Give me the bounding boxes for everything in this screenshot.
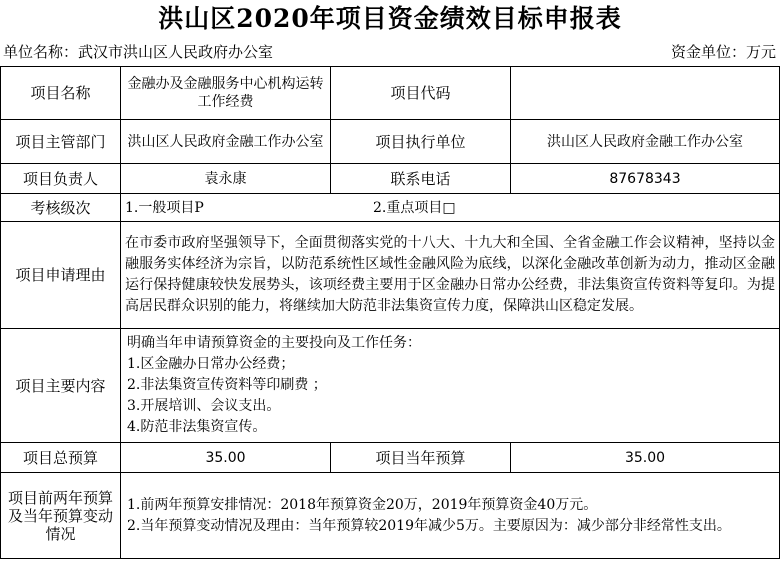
- table-row: [1, 443, 780, 473]
- owner-label: 项目负责人: [1, 164, 121, 194]
- owner-value: 袁永康: [121, 164, 331, 194]
- level-label: 考核级次: [1, 194, 121, 222]
- reason-value: 在市委市政府坚强领导下，全面贯彻落实党的十八大、十九大和全国、全省金融工作会议精神，坚持以金融服务实体经济为宗旨，以防范系统性区域性金融风险为底线，以深化金融改革创新为动力，推动区金融运行保持健康较快发展势头，该项经费主要用于区金融办日常办公经费，非法集资宣传资料等复印。为提高居民群众识别的能力，将继续加大防范非法集资宣传力度，保障洪山区稳定发展。: [121, 222, 780, 329]
- content-label: 项目主要内容: [1, 329, 121, 443]
- table-row: [1, 329, 780, 443]
- dept-value: 洪山区人民政府金融工作办公室: [121, 120, 331, 164]
- dept-label: 项目主管部门: [1, 120, 121, 164]
- change-line: 1.前两年预算安排情况：2018年预算资金20万，2019年预算资金40万元。: [127, 496, 598, 513]
- budget-change-label: 项目前两年预算及当年预算变动情况: [1, 473, 121, 559]
- table-row: [1, 473, 780, 559]
- unit-name: 单位名称：武汉市洪山区人民政府办公室: [3, 43, 274, 61]
- project-name-value: 金融办及金融服务中心机构运转工作经费: [121, 67, 331, 120]
- form-title: 洪山区2020年项目资金绩效目标申报表: [158, 4, 622, 33]
- content-value: [121, 329, 780, 443]
- total-budget-value: 35.00: [121, 443, 331, 473]
- content-line: 1.区金融办日常办公经费；: [127, 356, 295, 372]
- currency-unit: 资金单位：万元: [670, 43, 776, 61]
- year-budget-value: 35.00: [511, 443, 780, 473]
- project-code-label: 项目代码: [331, 67, 511, 120]
- table-row: [1, 194, 780, 222]
- content-line: 2.非法集资宣传资料等印刷费 ；: [127, 377, 327, 393]
- phone-label: 联系电话: [331, 164, 511, 194]
- exec-unit-value: 洪山区人民政府金融工作办公室: [511, 120, 780, 164]
- exec-unit-label: 项目执行单位: [331, 120, 511, 164]
- level-option-key: 2.重点项目□: [373, 199, 456, 216]
- content-line: 4.防范非法集资宣传。: [127, 419, 267, 435]
- total-budget-label: 项目总预算: [1, 443, 121, 473]
- year-budget-label: 项目当年预算: [331, 443, 511, 473]
- table-row: [1, 67, 780, 120]
- project-name-label: 项目名称: [1, 67, 121, 120]
- level-options: [121, 194, 780, 222]
- reason-label: 项目申请理由: [1, 222, 121, 329]
- project-code-value: [511, 67, 780, 120]
- budget-form-table: [0, 66, 780, 559]
- content-line: 明确当年申请预算资金的主要投向及工作任务：: [127, 335, 421, 351]
- change-line: 2.当年预算变动情况及理由：当年预算较2019年减少5万。主要原因为：减少部分非经常性支出。: [127, 517, 731, 534]
- table-row: [1, 164, 780, 194]
- table-row: [1, 120, 780, 164]
- content-line: 3.开展培训、会议支出。: [127, 398, 281, 414]
- table-row: [1, 222, 780, 329]
- budget-change-value: [121, 473, 780, 559]
- phone-value: 87678343: [511, 164, 780, 194]
- level-option-general: 1.一般项目P: [125, 199, 204, 216]
